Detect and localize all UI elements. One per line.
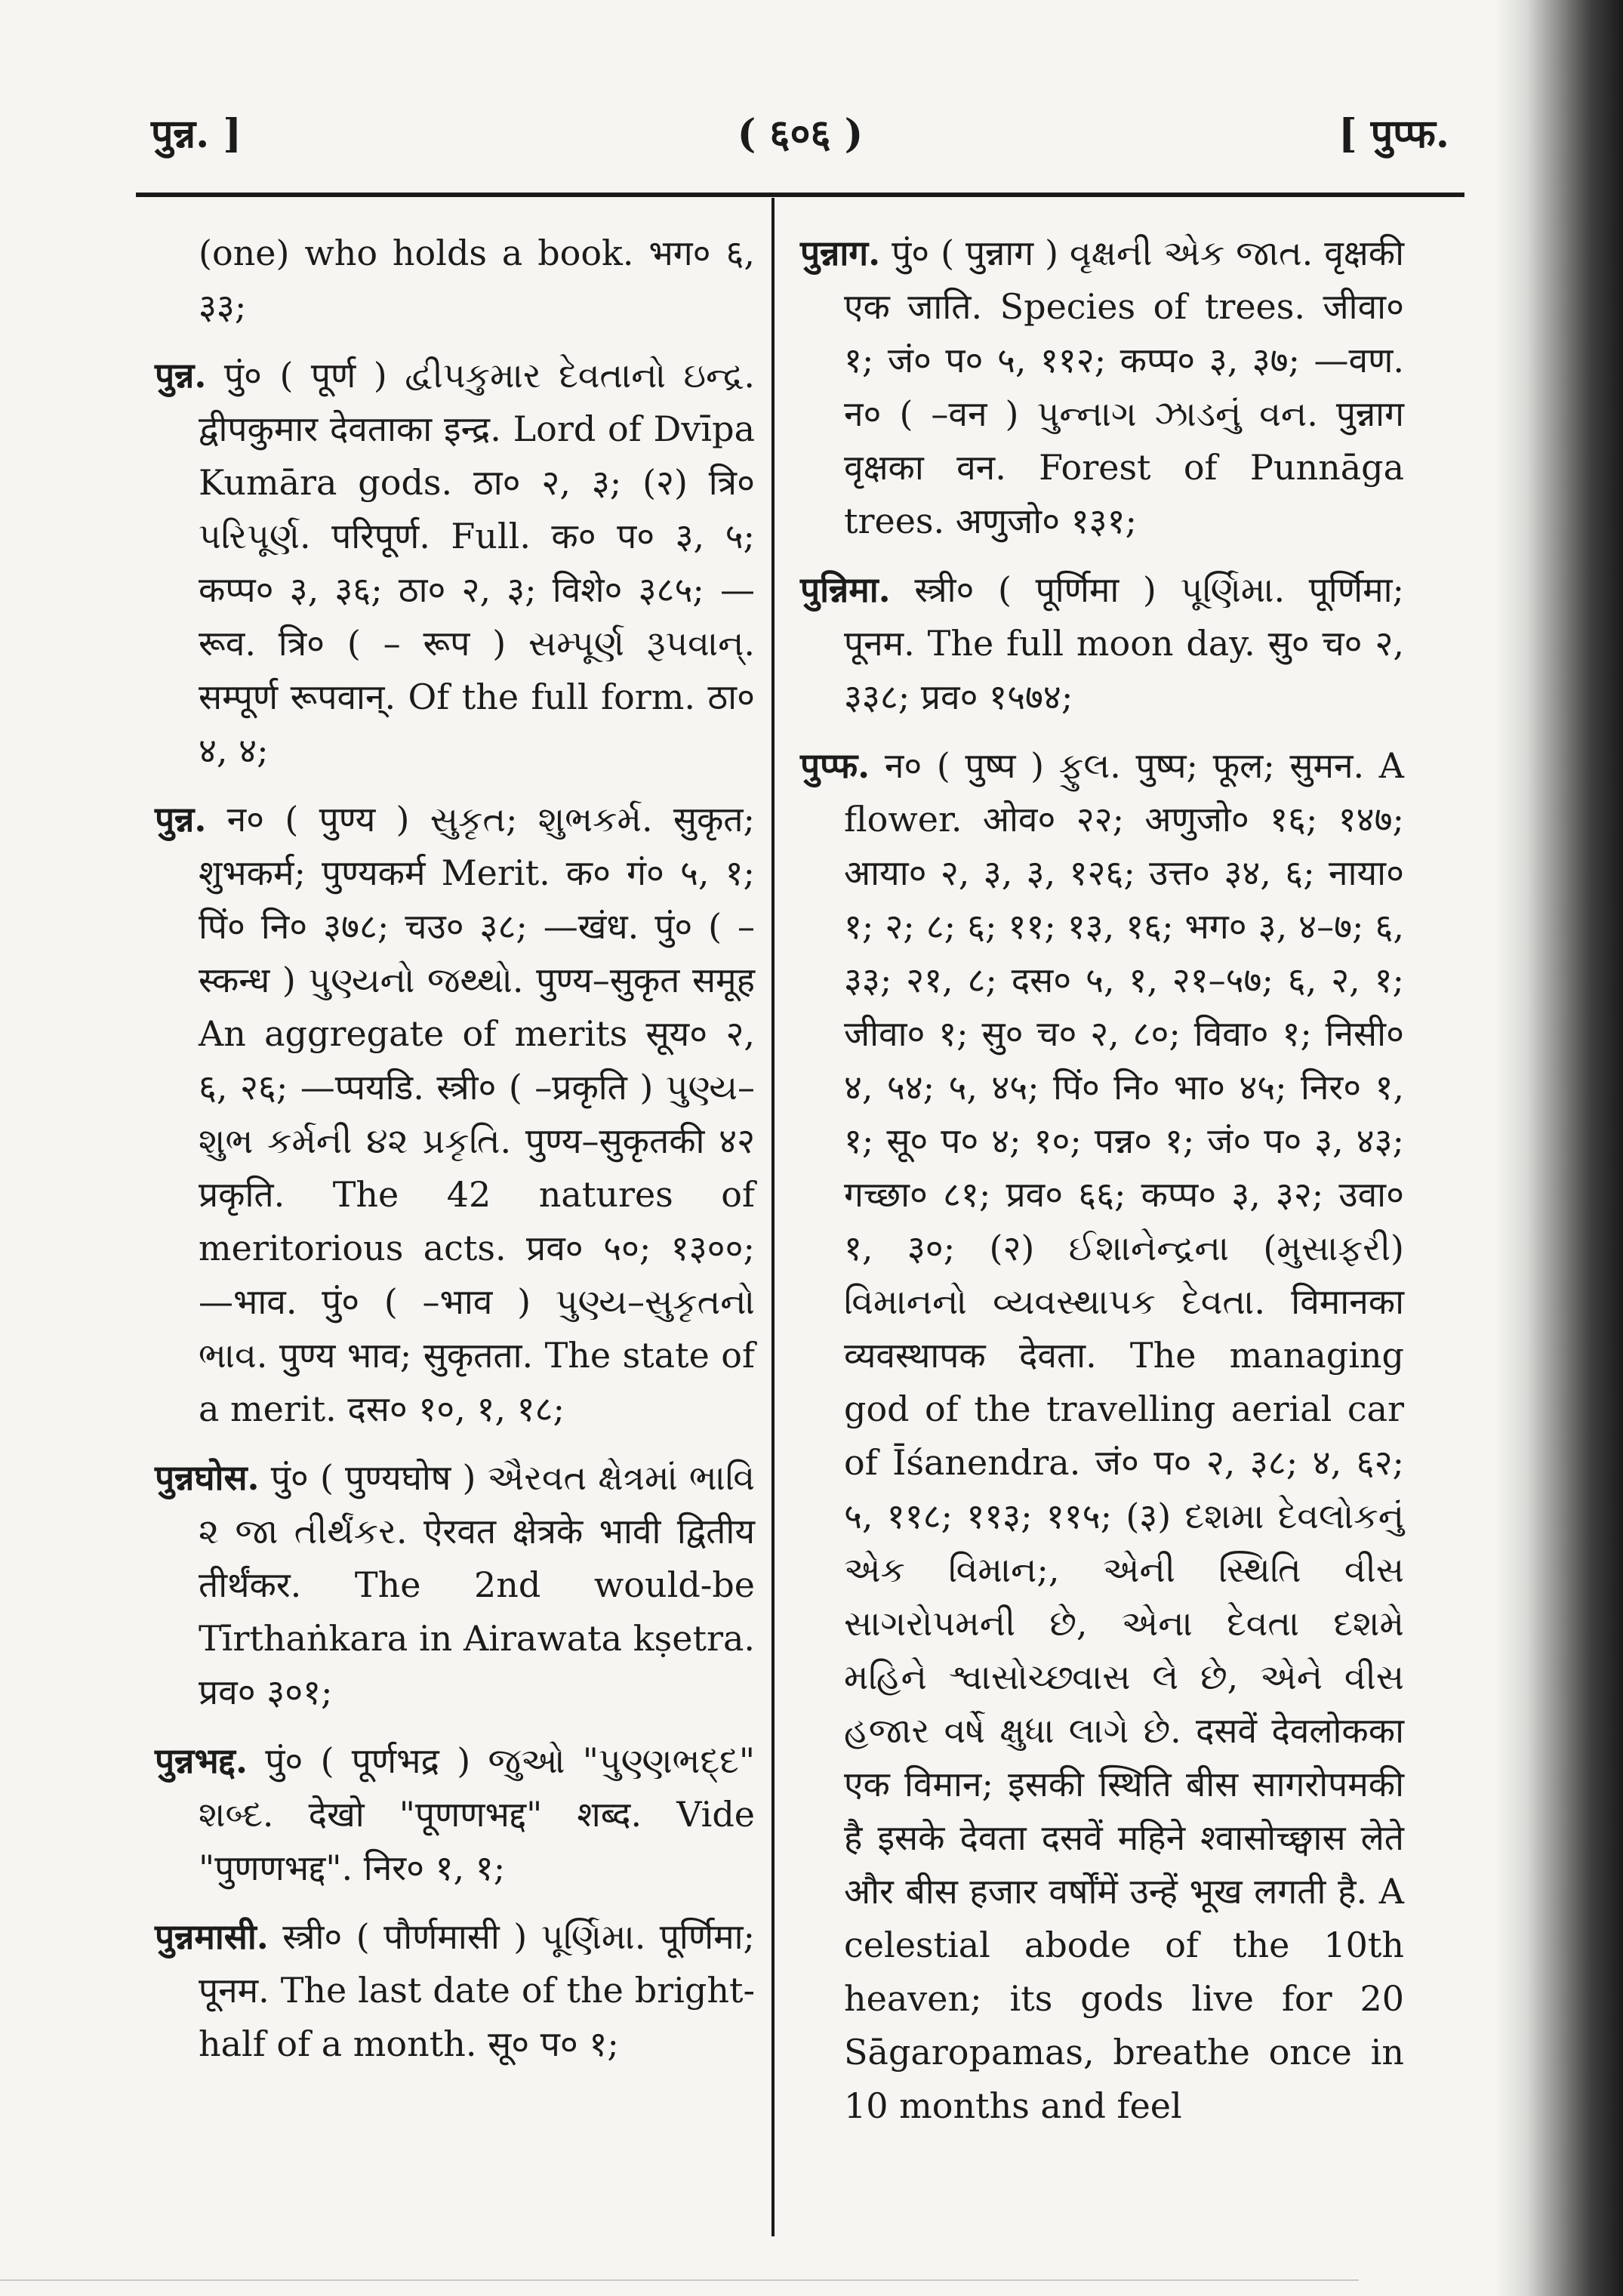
right-column — [800, 227, 1404, 2148]
entry-text: पुं० ( पुन्नाग ) વૃક્ષની એક જાત. वृक्षकी एक जाति. Species of trees. जीवा० १; जं० प० ५, ११२; कप्प० ३, ३७; —वण. न० ( –वन ) પુન્નાગ ઝાડનું વન. पुन्नाग वृक्षका वन. Forest of Punnāga trees. अणुजो० १३१; — [844, 233, 1405, 541]
entry-text: पुं० ( पूर्णभद्र ) જુઓ "પુણ્ણભદ્દ" શબ્દ. देखो "पूणणभद्द" शब्द. Vide "पुणणभद्द". निर० १, १; — [199, 1740, 755, 1888]
entry-puppha — [800, 739, 1404, 2133]
header-left-guideword: पुन्न. ] — [151, 111, 242, 157]
entry-headword: पुन्नघोस. — [155, 1457, 260, 1498]
entry-text: स्त्री० ( पूर्णिमा ) પૂર્ણિમા. पूर्णिमा; पूनम. The full moon day. सु० च० २, ३३८; प्रव० १५७४; — [844, 569, 1405, 717]
header-rule — [136, 193, 1464, 197]
entry-headword: पुन्निमा. — [800, 569, 891, 610]
entry-punnaghosa — [155, 1451, 755, 1719]
entry-punnabhadda — [155, 1734, 755, 1895]
entry-text: पुं० ( पूर्ण ) દ્વીપકુમાર દેવતાનો ઇન્દ્ર. द्वीपकुमार देवताका इन्द्र. Lord of Dvīpa Kumāra gods. ठा० २, ३; (२) त्रि० પરિપૂર્ણ. परिपूर्ण. Full. क० प० ३, ५; कप्प० ३, ३६; ठा० २, ३; विशे० ३८५; —रूव. त्रि० ( – रूप ) સમ્પૂર્ણ રૂપવાન્. सम्पूर्ण रूपवान्. Of the full form. ठा० ४, ४; — [199, 355, 755, 771]
header-right-guideword: [ पुप्फ. — [1338, 111, 1449, 157]
book-binding-shadow — [1495, 0, 1623, 2296]
entry-punnima — [800, 563, 1404, 724]
entry-headword: पुन्नभद्द. — [155, 1740, 248, 1781]
entry-headword: पुन्न. — [155, 355, 207, 396]
entry-text: न० ( पुष्प ) ફુલ. पुष्प; फूल; सुमन. A flower. ओव० २२; अणुजो० १६; १४७; आया० २, ३, ३, १२६; उत्त० ३४, ६; नाया० १; २; ८; ६; ११; १३, १६; भग० ३, ४–७; ६, ३३; २१, ८; दस० ५, १, २१–५७; ६, २, १; जीवा० १; सु० च० २, ८०; विवा० १; निसी० ४, ५४; ५, ४५; पिं० नि० भा० ४५; निर० १, १; सू० प० ४; १०; पन्न० १; जं० प० ३, ४३; गच्छा० ८१; प्रव० ६६; कप्प० ३, ३२; उवा० १, ३०; (२) ઈશાનેન્દ્રના (મુસાફરી) વિમાનનો વ્યવસ્થાપક દેવતા. विमानका व्यवस्थापक देवता. The managing god of the travelling aerial car of Īśanendra. जं० प० २, ३८; ४, ६२; ५, ११८; ११३; ११५; (३) દશમા દેવલોકનું એક વિમાન;, એની સ્થિતિ વીસ સાગરોપમની છે, એના દેવતા દશમે મહિને શ્વાસોચ્છ્વાસ લે છે, એને વીસ હજાર વર્ષે ક્ષુધા લાગે છે. दसवें देवलोकका एक विमान; इसकी स्थिति बीस सागरोपमकी है इसके देवता दसवें महिने श्वासोच्छ्वास लेते और बीस हजार वर्षोंमें उन्हें भूख लगती है. A celestial abode of the 10th heaven; its gods live for 20 Sāgaropamas, breathe once in 10 months and feel — [844, 745, 1404, 2126]
entry-headword: पुन्नाग. — [800, 233, 881, 273]
column-divider — [771, 198, 775, 2236]
entry-headword: पुन्न. — [155, 799, 207, 840]
entry-punna-2 — [155, 793, 755, 1436]
entry-punnamasi — [155, 1910, 755, 2071]
page-number: ( ६०६ ) — [737, 111, 864, 157]
entry-headword: पुप्फ. — [800, 745, 870, 786]
entry-headword: पुन्नमासी. — [155, 1916, 269, 1957]
entry-text: न० ( पुण्य ) સુકૃત; શુભકર્મ. सुकृत; शुभकर्म; पुण्यकर्म Merit. क० गं० ५, १; पिं० नि० ३७८; चउ० ३८; —खंध. पुं० ( –स्कन्ध ) પુણ્યનો જથ્થો. पुण्य–सुकृत समूह An aggregate of merits सूय० २, ६, २६; —प्पयडि. स्त्री० ( –प्रकृति ) પુણ્ય–શુભ કર્મની ૪૨ પ્રકૃતિ. पुण्य–सुकृतकी ४२ प्रकृति. The 42 natures of meritorious acts. प्रव० ५०; १३००; —भाव. पुं० ( –भाव ) પુણ્ય–સુકૃતનો ભાવ. पुण्य भाव; सुकृतता. The state of a merit. दस० १०, १, १८; — [199, 799, 756, 1429]
entry-continued: (one) who holds a book. भग० ६, ३३; — [199, 233, 755, 327]
entry-punnaga — [800, 227, 1404, 548]
entry-text: पुं० ( पुण्यघोष ) ઐરવત ક્ષેત્રમાં ભાવિ ૨ જા તીર્થંકર. ऐरवत क्षेत्रके भावी द्वितीय तीर्थंकर. The 2nd would-be Tīrthaṅkara in Airawata kṣetra. प्रव० ३०१; — [199, 1457, 756, 1712]
left-column — [155, 227, 755, 2086]
page-bottom-edge — [0, 2279, 1359, 2281]
page-header — [151, 106, 1449, 166]
entry-punna-1 — [155, 349, 755, 778]
entry-text: स्त्री० ( पौर्णमासी ) પૂર્ણિમા. पूर्णिमा; पूनम. The last date of the bright-half of a month. सू० प० १; — [199, 1916, 755, 2064]
